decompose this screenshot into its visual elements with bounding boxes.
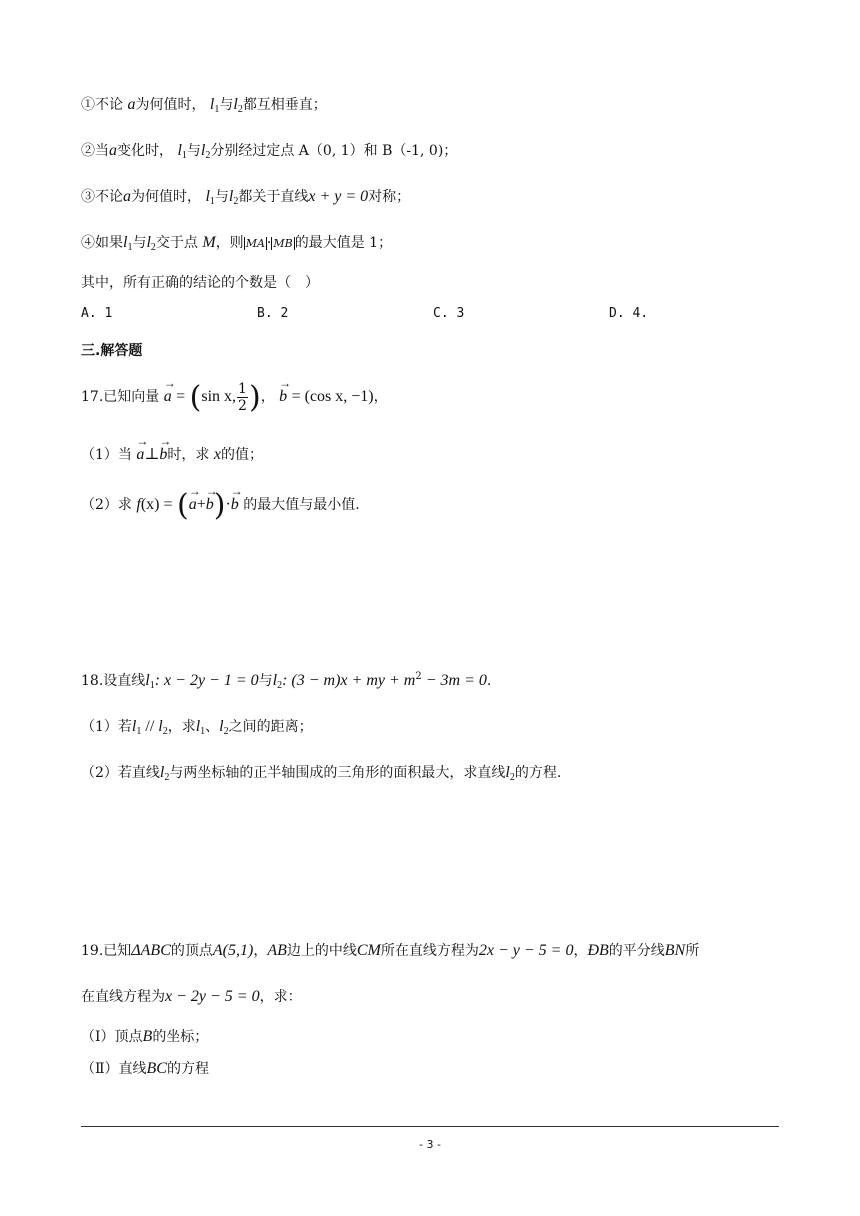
question-number: 18.	[81, 673, 104, 689]
sub-2: 2	[277, 680, 283, 691]
q19-stem-line-2	[81, 986, 302, 1006]
fraction-half	[237, 381, 248, 414]
vector-b: → b	[279, 388, 287, 406]
text: 为何值时，	[135, 97, 206, 113]
exponent: 2	[415, 671, 422, 682]
part-label: （Ⅰ）顶点	[81, 1029, 143, 1045]
l1	[210, 96, 219, 113]
text: 与	[258, 673, 273, 689]
point-M: M	[202, 234, 216, 251]
l1	[205, 188, 214, 205]
part-label: （1）若	[81, 719, 132, 735]
l: l	[228, 188, 234, 205]
text: 为何值时，	[131, 189, 201, 205]
footer-rule	[81, 1126, 779, 1127]
text: 的值；	[220, 447, 263, 463]
comma: ，	[373, 389, 388, 405]
sub-2: 2	[223, 726, 229, 737]
parallel-symbol: //	[141, 718, 159, 735]
choice-b: B. 2	[257, 306, 289, 321]
text: 与	[214, 189, 229, 205]
section-heading: 三.解答题	[81, 343, 143, 359]
sub-2: 2	[233, 196, 239, 207]
text: 在直线方程为	[81, 989, 165, 1005]
text: 与	[132, 235, 147, 251]
paren-left: (	[189, 380, 202, 415]
choice-d: D. 4.	[609, 306, 649, 321]
l: l	[177, 142, 182, 159]
plus: +	[196, 496, 206, 513]
angle-B: ÐB	[587, 942, 609, 959]
l2: $l_2$	[505, 764, 515, 783]
text: 已知向量	[103, 389, 160, 405]
sub-2: 2	[205, 150, 211, 161]
q16-statement-2	[81, 140, 457, 161]
text: 时，求	[167, 447, 210, 463]
separator: 、	[205, 719, 220, 735]
part-label: （2）若直线	[81, 765, 160, 781]
l: l	[123, 234, 128, 251]
line-l2-equation: : (3 − m)x + my + m	[282, 672, 416, 689]
text: 不论	[95, 97, 123, 113]
text: 的最大值与最小值.	[243, 497, 360, 513]
l1: $l_1$	[195, 718, 206, 737]
text: ，求	[167, 719, 196, 735]
l2: $l_2$	[158, 718, 168, 737]
l2: $l_2$	[219, 718, 229, 737]
sub-1: 1	[149, 680, 155, 691]
text: 所在直线方程为	[380, 943, 479, 959]
text: 所	[685, 943, 700, 959]
sub-2: 2	[509, 772, 515, 783]
l1: $l_1$	[131, 718, 142, 737]
text: 当	[95, 143, 109, 159]
func-f: f	[136, 496, 141, 513]
q19-stem-line-1	[81, 940, 779, 960]
text: 不论	[95, 189, 123, 205]
paren-left: (	[176, 488, 189, 523]
l2	[201, 142, 210, 159]
question-number: 19.	[81, 943, 104, 959]
dot: ·	[266, 235, 272, 251]
equation: x + y = 0	[308, 188, 369, 205]
part-label: （1）当	[81, 447, 132, 463]
circled-2: ②	[81, 143, 95, 159]
var-a: a	[127, 96, 136, 113]
sub-1: 1	[209, 196, 215, 207]
vector-a: → a	[136, 446, 144, 464]
sin-x: sin x,	[201, 388, 237, 405]
sub-1: 1	[214, 104, 220, 115]
text: 的顶点	[170, 943, 213, 959]
vector-a: → a	[189, 496, 197, 514]
circled-4: ④	[81, 235, 95, 251]
text: 与	[219, 97, 234, 113]
l: l	[209, 96, 215, 113]
var-x: x	[213, 446, 221, 463]
q17-part-2	[81, 488, 360, 523]
period: .	[486, 673, 492, 689]
vector-b: → b	[231, 496, 239, 514]
l: l	[200, 142, 206, 159]
point-A: A(5,1)	[212, 942, 254, 959]
part-label: （Ⅱ）直线	[81, 1061, 147, 1077]
part-label: （2）求	[81, 497, 132, 513]
text: 的最大值是 1；	[294, 235, 393, 251]
bisector-BN: BN	[664, 942, 686, 959]
l2	[233, 96, 242, 113]
q16-statement-1	[81, 94, 327, 115]
l: l	[205, 188, 210, 205]
text: 对称；	[368, 189, 411, 205]
text: 的坐标；	[152, 1029, 209, 1045]
segment-AB: AB	[267, 942, 287, 959]
text: 之间的距离；	[228, 719, 313, 735]
sub-1: 1	[136, 726, 142, 737]
func-arg: (x) =	[140, 496, 173, 513]
choice-a: A. 1	[81, 306, 113, 321]
text: 的方程.	[514, 765, 562, 781]
line-l1-equation: : x − 2y − 1 = 0	[154, 672, 259, 689]
sub-2: 2	[162, 726, 168, 737]
circled-1: ①	[81, 97, 95, 113]
text: 都关于直线	[238, 189, 309, 205]
equation-BN: x − 2y − 5 = 0	[165, 988, 260, 1005]
equation-CM: 2x − y − 5 = 0	[478, 942, 574, 959]
text: 都互相垂直；	[242, 97, 327, 113]
vector-b: → b	[206, 496, 214, 514]
sub-1: 1	[181, 150, 187, 161]
text: 边上的中线	[286, 943, 357, 959]
q16-statement-3	[81, 186, 410, 207]
comma: ，	[260, 389, 275, 405]
paren-right: )	[248, 380, 261, 415]
text: 交于点	[155, 235, 198, 251]
choice-c: C. 3	[433, 306, 465, 321]
q18-stem	[81, 670, 491, 691]
text: 的方程	[166, 1061, 209, 1077]
text: 分别经过定点 A（0, 1）和 B（-1, 0)；	[210, 143, 458, 159]
circled-3: ③	[81, 189, 95, 205]
var-a: a	[123, 188, 131, 205]
numerator: 1	[238, 380, 247, 397]
l1	[177, 142, 186, 159]
l1: $l_1$	[145, 672, 155, 691]
var-a: a	[109, 142, 117, 159]
l2	[146, 234, 155, 251]
q17-stem	[81, 380, 388, 415]
text: ，则	[215, 235, 244, 251]
l2: $l_2$	[159, 764, 170, 783]
abs-MB: MB	[273, 237, 293, 250]
vector-b-value: = (cos x, −1)	[291, 388, 374, 405]
q19-part-2	[81, 1058, 209, 1078]
q17-part-1	[81, 444, 263, 464]
text: ，求：	[259, 989, 302, 1005]
q19-part-1	[81, 1026, 208, 1046]
l2: $l_2$	[272, 672, 283, 691]
q16-stem: 其中，所有正确的结论的个数是（ ）	[81, 275, 319, 291]
sub-1: 1	[127, 242, 133, 253]
text: ，	[573, 943, 588, 959]
abs-MA: MA	[245, 237, 265, 250]
sub-1: 1	[200, 726, 206, 737]
median-CM: CM	[356, 942, 381, 959]
page-number: - 3 -	[419, 1138, 441, 1151]
q18-part-2	[81, 762, 561, 783]
triangle-ABC: ΔABC	[131, 942, 171, 959]
point-B: B	[142, 1028, 153, 1045]
perp-symbol: ⊥	[144, 446, 160, 463]
text: 变化时，	[117, 143, 173, 159]
question-number: 17.	[81, 389, 104, 405]
text: 设直线	[103, 673, 146, 689]
vector-a: → a	[164, 388, 172, 406]
text: 与	[186, 143, 201, 159]
equals: =	[176, 388, 186, 405]
q16-statement-4	[81, 232, 392, 253]
vector-b: → b	[159, 446, 167, 464]
l: l	[146, 234, 151, 251]
denominator: 2	[238, 397, 247, 414]
sub-2: 2	[150, 242, 156, 253]
l: l	[233, 96, 238, 113]
sub-2: 2	[164, 772, 170, 783]
q18-part-1	[81, 716, 313, 737]
text: 已知	[103, 943, 132, 959]
line-BC: BC	[146, 1060, 167, 1077]
text: 的平分线	[608, 943, 665, 959]
l2	[229, 188, 238, 205]
paren-right: )	[213, 488, 226, 523]
sub-2: 2	[237, 104, 243, 115]
text: 与两坐标轴的正半轴围成的三角形的面积最大，求直线	[169, 765, 506, 781]
line-l2-equation-rest: − 3m = 0	[421, 672, 487, 689]
dot: ·	[225, 496, 231, 513]
text: 如果	[95, 235, 123, 251]
text: ，	[253, 943, 268, 959]
